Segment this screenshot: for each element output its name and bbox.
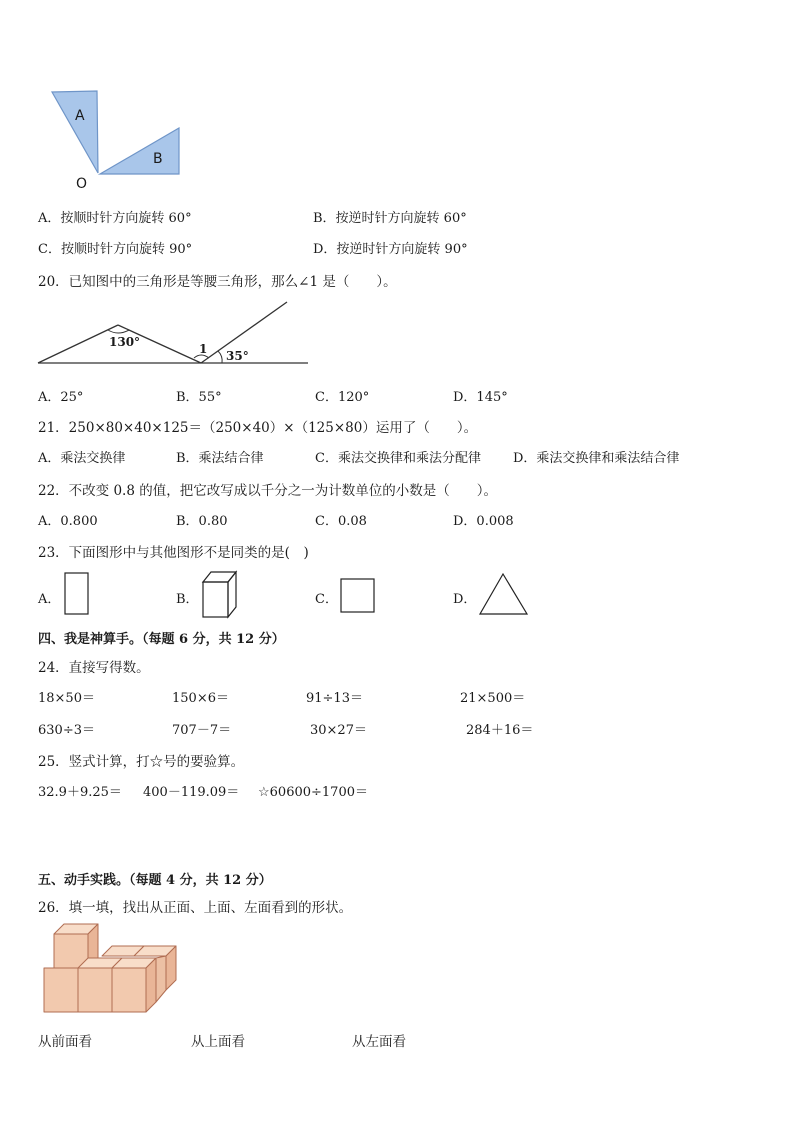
q24-text: 24．直接写得数。 xyxy=(38,660,150,676)
q24-item: 91÷13＝ xyxy=(306,691,363,706)
q22-text: 22．不改变 0.8 的值，把它改写成以千分之一为计数单位的小数是（ ）。 xyxy=(38,483,497,499)
q24-item: 284＋16＝ xyxy=(466,723,534,738)
triangle-a xyxy=(52,91,98,173)
view-left-label: 从左面看 xyxy=(352,1034,406,1050)
q22-option-c[interactable]: C．0.08 xyxy=(315,514,367,529)
q26-text: 26．填一填，找出从正面、上面、左面看到的形状。 xyxy=(38,900,353,916)
q20-option-a[interactable]: A．25° xyxy=(38,390,84,405)
section-5-title: 五、动手实践。（每题 4 分，共 12 分） xyxy=(38,873,272,888)
q19-option-c[interactable]: C．按顺时针方向旋转 90° xyxy=(38,242,193,257)
q24-item: 707－7＝ xyxy=(172,723,232,738)
rectangle-shape-icon xyxy=(64,572,90,616)
q23-option-b[interactable]: B． xyxy=(176,592,199,607)
q19-option-a[interactable]: A．按顺时针方向旋转 60° xyxy=(38,211,192,226)
label-a: A xyxy=(75,108,85,124)
triangle-shape-icon xyxy=(478,572,530,616)
q24-item: 630÷3＝ xyxy=(38,723,95,738)
q20-text: 20．已知图中的三角形是等腰三角形，那么∠1 是（ ）。 xyxy=(38,274,397,290)
q24-item: 21×500＝ xyxy=(460,691,526,706)
view-front-label: 从前面看 xyxy=(38,1034,92,1050)
q24-item: 30×27＝ xyxy=(310,723,367,738)
q22-option-d[interactable]: D．0.008 xyxy=(453,514,514,529)
q19-figure xyxy=(40,88,190,198)
triangle-b xyxy=(100,128,179,174)
q21-option-b[interactable]: B．乘法结合律 xyxy=(176,451,264,466)
q25-text: 25．竖式计算，打☆号的要验算。 xyxy=(38,754,245,770)
angle-130-label: 130° xyxy=(109,335,141,349)
q20-option-b[interactable]: B．55° xyxy=(176,390,222,405)
q21-option-a[interactable]: A．乘法交换律 xyxy=(38,451,126,466)
q21-option-d[interactable]: D．乘法交换律和乘法结合律 xyxy=(513,451,680,466)
angle-1-label: 1 xyxy=(199,342,208,356)
angle-35-label: 35° xyxy=(226,349,249,363)
q20-option-d[interactable]: D．145° xyxy=(453,390,508,405)
q21-text: 21．250×80×40×125＝（250×40）×（125×80）运用了（ ）。 xyxy=(38,420,478,436)
q24-item: 18×50＝ xyxy=(38,691,95,706)
cuboid-shape-icon xyxy=(200,570,240,620)
square-shape-icon xyxy=(340,578,376,614)
q25-item: 400－119.09＝ xyxy=(143,785,240,800)
q22-option-a[interactable]: A．0.800 xyxy=(38,514,98,529)
q25-item: 32.9＋9.25＝ xyxy=(38,785,122,800)
cube-stack-figure xyxy=(40,922,175,1017)
q22-option-b[interactable]: B．0.80 xyxy=(176,514,228,529)
q23-option-c[interactable]: C． xyxy=(315,592,338,607)
section-4-title: 四、我是神算手。（每题 6 分，共 12 分） xyxy=(38,632,285,647)
q19-option-d[interactable]: D．按逆时针方向旋转 90° xyxy=(313,242,468,257)
label-o: O xyxy=(76,176,88,192)
q20-figure xyxy=(36,300,311,370)
view-top-label: 从上面看 xyxy=(191,1034,245,1050)
q23-option-a[interactable]: A． xyxy=(38,592,61,607)
q23-text: 23．下面图形中与其他图形不是同类的是( ) xyxy=(38,545,309,561)
q24-item: 150×6＝ xyxy=(172,691,229,706)
q20-option-c[interactable]: C．120° xyxy=(315,390,370,405)
q23-option-d[interactable]: D． xyxy=(453,592,477,607)
q19-option-b[interactable]: B．按逆时针方向旋转 60° xyxy=(313,211,467,226)
q21-option-c[interactable]: C．乘法交换律和乘法分配律 xyxy=(315,451,481,466)
label-b: B xyxy=(153,151,163,167)
q25-item: ☆60600÷1700＝ xyxy=(258,785,368,800)
